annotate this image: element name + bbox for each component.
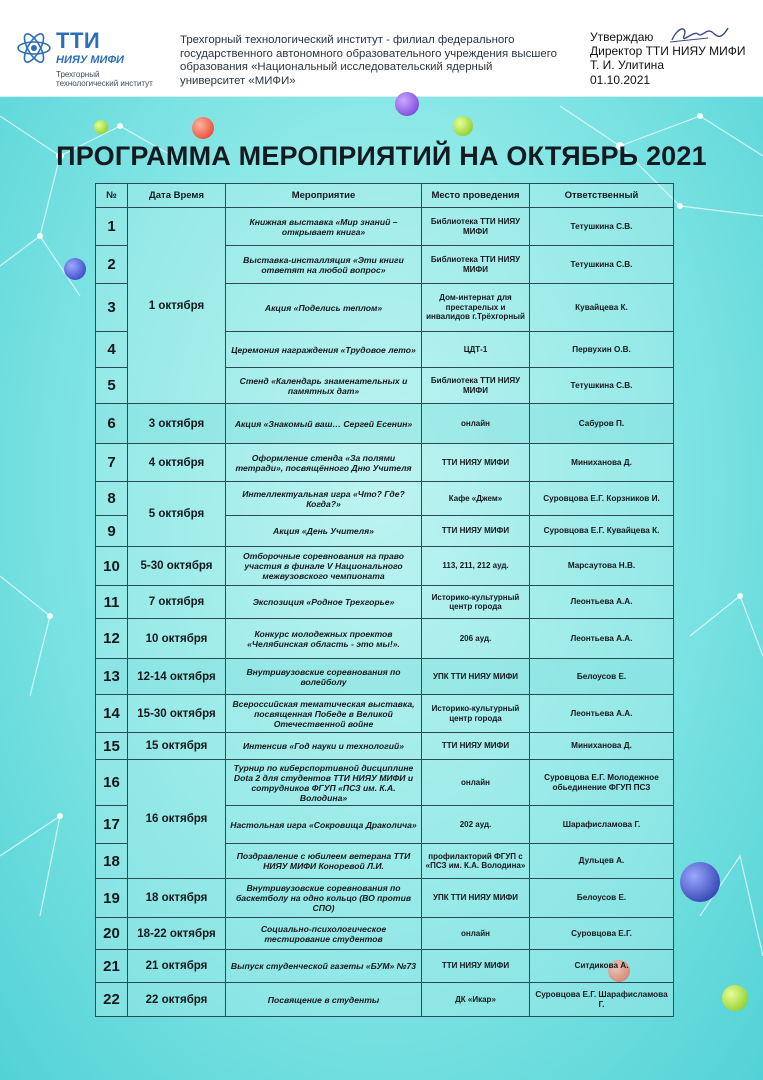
row-place: 202 ауд. xyxy=(422,806,530,844)
row-date: 22 октября xyxy=(128,983,226,1017)
row-number: 15 xyxy=(96,733,128,760)
row-responsible: Леонтьева А.А. xyxy=(530,586,674,619)
row-place: УПК ТТИ НИЯУ МИФИ xyxy=(422,879,530,918)
row-event: Интенсив «Год науки и технологий» xyxy=(226,733,422,760)
decor-ball-blue-large xyxy=(680,862,720,902)
row-number: 12 xyxy=(96,619,128,659)
row-date: 18 октября xyxy=(128,879,226,918)
row-date: 15-30 октября xyxy=(128,695,226,733)
row-date: 18-22 октября xyxy=(128,918,226,950)
row-responsible: Тетушкина С.В. xyxy=(530,246,674,284)
col-place-header: Место проведения xyxy=(422,184,530,208)
row-responsible: Дульцев А. xyxy=(530,844,674,879)
row-event: Выпуск студенческой газеты «БУМ» №73 xyxy=(226,950,422,983)
row-place: профилакторий ФГУП с «ПСЗ им. К.А. Володина» xyxy=(422,844,530,879)
row-place: 206 ауд. xyxy=(422,619,530,659)
row-event: Турнир по киберспортивной дисциплине Dota 2 для студентов ТТИ НИЯУ МИФИ и сотрудников ФГУП «ПСЗ им. К.А. Володина» xyxy=(226,760,422,806)
row-number: 21 xyxy=(96,950,128,983)
row-place: Библиотека ТТИ НИЯУ МИФИ xyxy=(422,368,530,404)
atom-icon xyxy=(16,30,52,66)
row-number: 14 xyxy=(96,695,128,733)
table-row xyxy=(96,586,674,619)
logo-name: ТТИ xyxy=(56,28,101,53)
approve-person: Т. И. Улитина xyxy=(590,58,664,73)
row-number: 9 xyxy=(96,516,128,547)
row-event: Акция «Поделись теплом» xyxy=(226,284,422,332)
row-number: 16 xyxy=(96,760,128,806)
decor-ball-green-small xyxy=(94,120,108,134)
row-date: 5-30 октября xyxy=(128,547,226,586)
row-date: 5 октября xyxy=(128,482,226,547)
table-row xyxy=(96,208,674,246)
row-place: ТТИ НИЯУ МИФИ xyxy=(422,444,530,482)
row-event: Интеллектуальная игра «Что? Где? Когда?» xyxy=(226,482,422,516)
row-event: Посвящение в студенты xyxy=(226,983,422,1017)
row-event: Книжная выставка «Мир знаний – открывает книга» xyxy=(226,208,422,246)
table-row xyxy=(96,547,674,586)
row-event: Акция «День Учителя» xyxy=(226,516,422,547)
row-number: 2 xyxy=(96,246,128,284)
row-responsible: Миниханова Д. xyxy=(530,444,674,482)
decor-ball-green xyxy=(453,116,473,136)
row-date: 10 октября xyxy=(128,619,226,659)
row-event: Оформление стенда «За полями тетради», посвящённого Дню Учителя xyxy=(226,444,422,482)
row-responsible: Суровцова Е.Г. Кувайцева К. xyxy=(530,516,674,547)
table-row xyxy=(96,760,674,806)
col-num-header: № xyxy=(96,184,128,208)
row-number: 6 xyxy=(96,404,128,444)
row-place: УПК ТТИ НИЯУ МИФИ xyxy=(422,659,530,695)
row-responsible: Марсаутова Н.В. xyxy=(530,547,674,586)
row-number: 18 xyxy=(96,844,128,879)
row-place: Историко-культурный центр города xyxy=(422,586,530,619)
col-resp-header: Ответственный xyxy=(530,184,674,208)
table-row xyxy=(96,950,674,983)
row-number: 13 xyxy=(96,659,128,695)
row-event: Стенд «Календарь знаменательных и памятных дат» xyxy=(226,368,422,404)
row-place: ЦДТ-1 xyxy=(422,332,530,368)
row-event: Настольная игра «Сокровища Драколича» xyxy=(226,806,422,844)
decor-ball-blue xyxy=(64,258,86,280)
table-header-row xyxy=(96,184,674,208)
row-event: Акция «Знакомый ваш… Сергей Есенин» xyxy=(226,404,422,444)
logo-subname: НИЯУ МИФИ xyxy=(56,54,124,66)
row-date: 7 октября xyxy=(128,586,226,619)
row-responsible: Тетушкина С.В. xyxy=(530,208,674,246)
approve-date: 01.10.2021 xyxy=(590,72,651,87)
table-row xyxy=(96,918,674,950)
row-responsible: Суровцова Е.Г. xyxy=(530,918,674,950)
row-responsible: Первухин О.В. xyxy=(530,332,674,368)
row-responsible: Шарафисламова Г. xyxy=(530,806,674,844)
col-event-header: Мероприятие xyxy=(226,184,422,208)
table-row xyxy=(96,983,674,1017)
row-number: 17 xyxy=(96,806,128,844)
row-event: Конкурс молодежных проектов «Челябинская область - это мы!». xyxy=(226,619,422,659)
row-responsible: Леонтьева А.А. xyxy=(530,619,674,659)
logo-caption: Трехгорный технологический институт xyxy=(56,70,153,88)
decor-ball-red xyxy=(192,117,214,139)
decor-ball-purple xyxy=(395,92,419,116)
row-event: Внутривузовские соревнования по баскетболу на одно кольцо (ВО против СПО) xyxy=(226,879,422,918)
row-date: 12-14 октября xyxy=(128,659,226,695)
row-event: Внутривузовские соревнования по волейболу xyxy=(226,659,422,695)
row-number: 22 xyxy=(96,983,128,1017)
document-header xyxy=(0,0,763,97)
row-responsible: Ситдикова А. xyxy=(530,950,674,983)
row-date: 4 октября xyxy=(128,444,226,482)
row-responsible: Леонтьева А.А. xyxy=(530,695,674,733)
row-place: Библиотека ТТИ НИЯУ МИФИ xyxy=(422,246,530,284)
table-row xyxy=(96,619,674,659)
row-event: Социально-психологическое тестирование студентов xyxy=(226,918,422,950)
row-number: 10 xyxy=(96,547,128,586)
approval-block xyxy=(590,30,760,87)
table-row xyxy=(96,879,674,918)
row-place: онлайн xyxy=(422,918,530,950)
row-responsible: Белоусов Е. xyxy=(530,879,674,918)
row-place: ТТИ НИЯУ МИФИ xyxy=(422,516,530,547)
row-date: 15 октября xyxy=(128,733,226,760)
row-number: 3 xyxy=(96,284,128,332)
row-number: 5 xyxy=(96,368,128,404)
table-row xyxy=(96,733,674,760)
row-place: Дом-интернат для престарелых и инвалидов г.Трёхгорный xyxy=(422,284,530,332)
row-date: 21 октября xyxy=(128,950,226,983)
row-place: Кафе «Джем» xyxy=(422,482,530,516)
row-number: 11 xyxy=(96,586,128,619)
table-row xyxy=(96,444,674,482)
row-responsible: Суровцова Е.Г. Шарафисламова Г. xyxy=(530,983,674,1017)
row-place: Историко-культурный центр города xyxy=(422,695,530,733)
row-number: 1 xyxy=(96,208,128,246)
row-responsible: Сабуров П. xyxy=(530,404,674,444)
row-responsible: Суровцова Е.Г. Молодежное обьединение ФГУП ПСЗ xyxy=(530,760,674,806)
row-number: 4 xyxy=(96,332,128,368)
row-place: ТТИ НИЯУ МИФИ xyxy=(422,733,530,760)
institute-logo xyxy=(16,26,153,92)
row-event: Всероссийская тематическая выставка, посвященная Победе в Великой Отечественной войне xyxy=(226,695,422,733)
row-responsible: Суровцова Е.Г. Корзников И. xyxy=(530,482,674,516)
row-place: 113, 211, 212 ауд. xyxy=(422,547,530,586)
row-event: Церемония награждения «Трудовое лето» xyxy=(226,332,422,368)
row-date: 16 октября xyxy=(128,760,226,879)
row-number: 7 xyxy=(96,444,128,482)
approve-position: Директор ТТИ НИЯУ МИФИ xyxy=(590,44,746,59)
table-row xyxy=(96,695,674,733)
decor-ball-green-large xyxy=(722,985,748,1011)
approve-label: Утверждаю xyxy=(590,30,654,44)
row-event: Поздравление с юбилеем ветерана ТТИ НИЯУ МИФИ Коноревой Л.И. xyxy=(226,844,422,879)
page-title: ПРОГРАММА МЕРОПРИЯТИЙ НА ОКТЯБРЬ 2021 xyxy=(56,141,707,171)
table-row xyxy=(96,404,674,444)
table-row xyxy=(96,482,674,516)
row-event: Отборочные соревнования на право участия в финале V Национального межвузовского чемпионата xyxy=(226,547,422,586)
row-responsible: Белоусов Е. xyxy=(530,659,674,695)
row-responsible: Кувайцева К. xyxy=(530,284,674,332)
row-place: ДК «Икар» xyxy=(422,983,530,1017)
row-date: 3 октября xyxy=(128,404,226,444)
row-responsible: Миниханова Д. xyxy=(530,733,674,760)
row-place: ТТИ НИЯУ МИФИ xyxy=(422,950,530,983)
row-number: 19 xyxy=(96,879,128,918)
row-place: Библиотека ТТИ НИЯУ МИФИ xyxy=(422,208,530,246)
signature-icon xyxy=(668,22,732,48)
row-responsible: Тетушкина С.В. xyxy=(530,368,674,404)
col-date-header: Дата Время xyxy=(128,184,226,208)
row-event: Экспозиция «Родное Трехгорье» xyxy=(226,586,422,619)
row-date: 1 октября xyxy=(128,208,226,404)
table-row xyxy=(96,659,674,695)
row-number: 20 xyxy=(96,918,128,950)
row-place: онлайн xyxy=(422,404,530,444)
row-number: 8 xyxy=(96,482,128,516)
institution-name: Трехгорный технологический институт - филиал федерального государственного автономного образовательного учреждения высшего образования «Национальный исследовательский ядерный университет «МИФИ» xyxy=(180,34,558,87)
row-event: Выставка-инсталляция «Эти книги ответят на любой вопрос» xyxy=(226,246,422,284)
events-table xyxy=(95,183,674,1017)
row-place: онлайн xyxy=(422,760,530,806)
